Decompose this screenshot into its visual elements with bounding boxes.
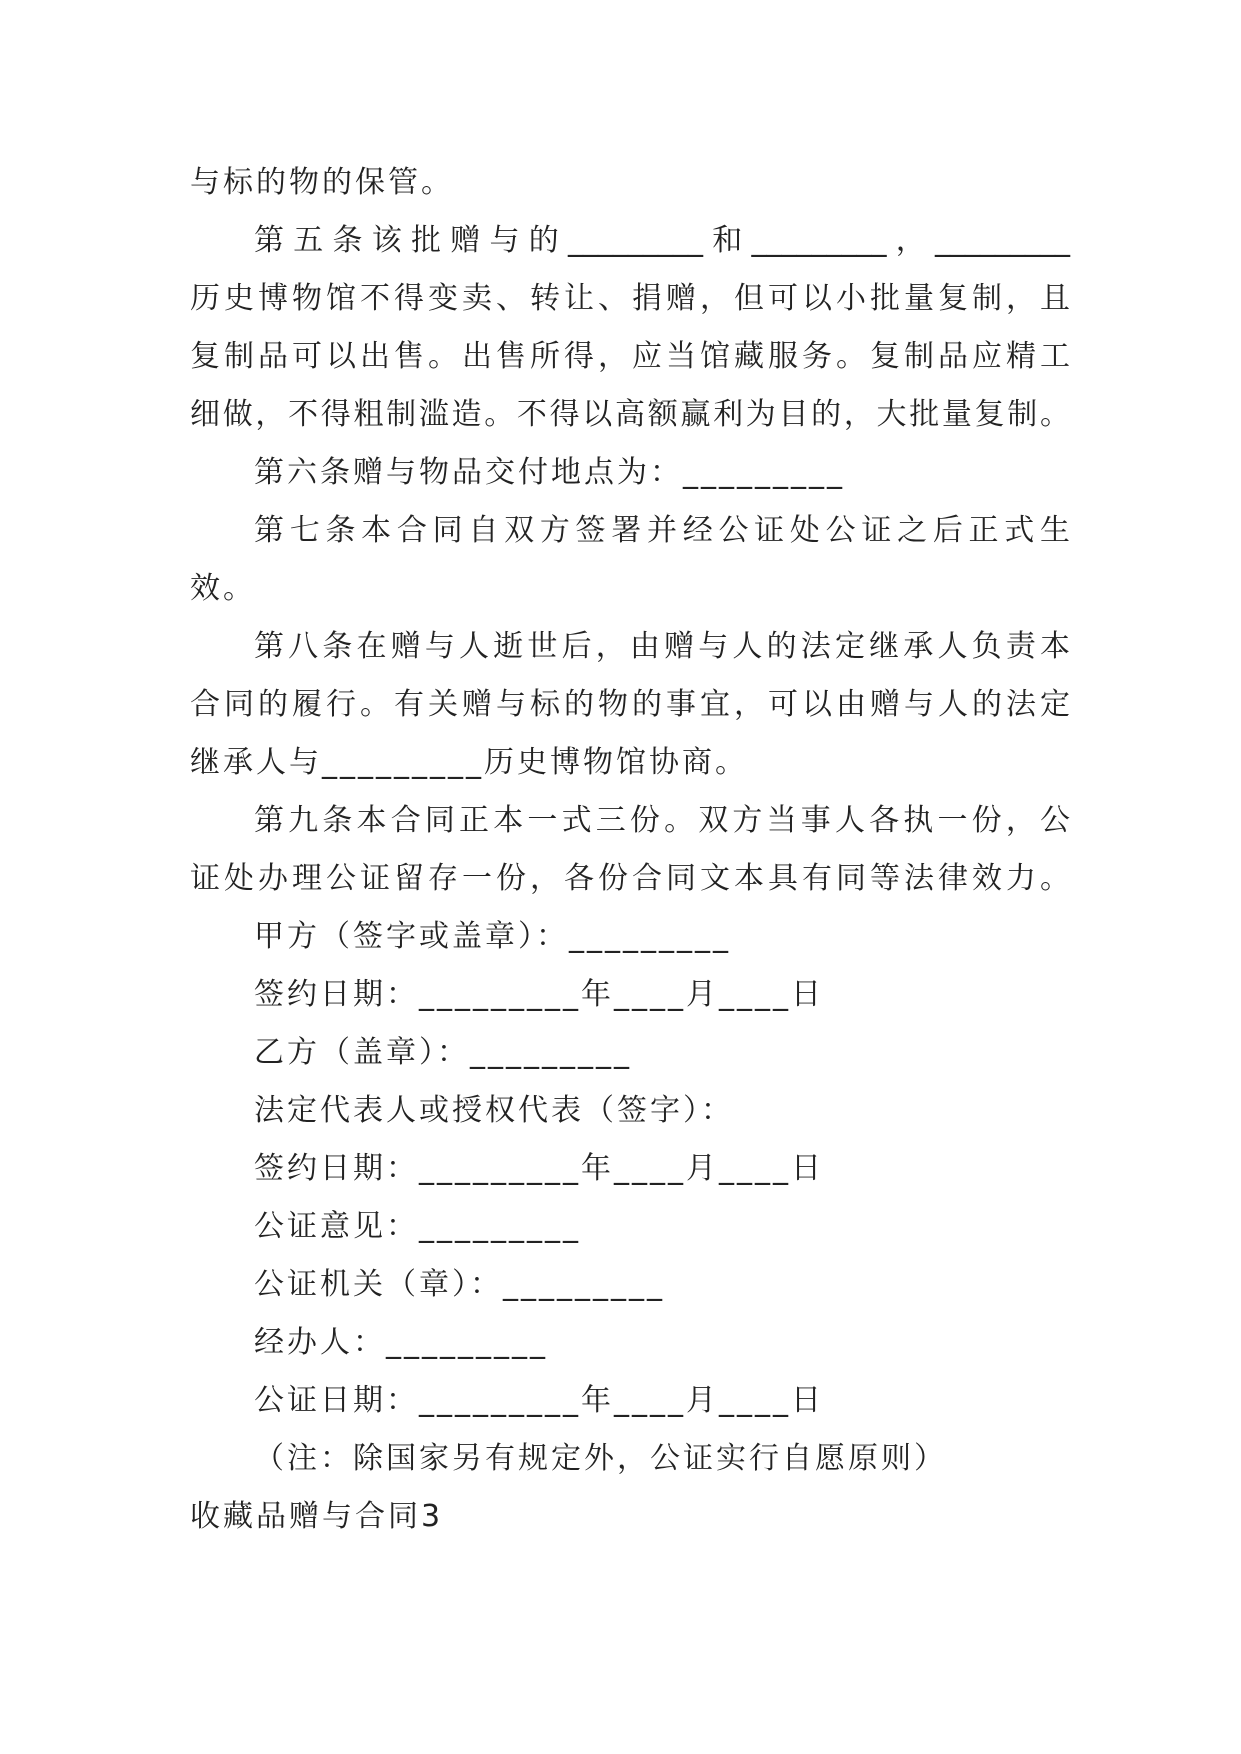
party-a-signature-field: 甲方（签字或盖章）：_________ bbox=[254, 919, 731, 954]
next-section-title: 收藏品赠与合同3 bbox=[190, 1499, 444, 1534]
notary-opinion-field: 公证意见：_________ bbox=[254, 1209, 581, 1244]
text-line: 与标的物的保管。 bbox=[190, 165, 454, 200]
text-line: 复制品可以出售。出售所得，应当馆藏服务。复制品应精工 bbox=[190, 339, 1070, 374]
handler-field: 经办人：_________ bbox=[254, 1325, 548, 1360]
article-8-line: 第八条在赠与人逝世后，由赠与人的法定继承人负责本 bbox=[254, 629, 1070, 664]
legal-representative-field: 法定代表人或授权代表（签字）： bbox=[254, 1093, 734, 1128]
party-b-seal-field: 乙方（盖章）：_________ bbox=[254, 1035, 632, 1070]
text-line: 继承人与_________历史博物馆协商。 bbox=[190, 745, 748, 780]
article-5-line: 第五条该批赠与的_________和_________，_________ bbox=[254, 223, 1070, 258]
article-9-line: 第九条本合同正本一式三份。双方当事人各执一份，公 bbox=[254, 803, 1070, 838]
article-7-line: 第七条本合同自双方签署并经公证处公证之后正式生 bbox=[254, 513, 1070, 548]
notary-office-seal-field: 公证机关（章）：_________ bbox=[254, 1267, 665, 1302]
notary-date-field: 公证日期：_________年____月____日 bbox=[254, 1383, 824, 1418]
party-a-sign-date-field: 签约日期：_________年____月____日 bbox=[254, 977, 824, 1012]
text-line: 合同的履行。有关赠与标的物的事宜，可以由赠与人的法定 bbox=[190, 687, 1070, 722]
text-line: 历史博物馆不得变卖、转让、捐赠，但可以小批量复制，且 bbox=[190, 281, 1070, 316]
party-b-sign-date-field: 签约日期：_________年____月____日 bbox=[254, 1151, 824, 1186]
text-line: 证处办理公证留存一份，各份合同文本具有同等法律效力。 bbox=[190, 861, 1070, 896]
note-line: （注：除国家另有规定外，公证实行自愿原则） bbox=[254, 1441, 947, 1476]
article-6-line: 第六条赠与物品交付地点为：_________ bbox=[254, 455, 845, 490]
text-line: 效。 bbox=[190, 571, 256, 606]
text-line: 细做，不得粗制滥造。不得以高额赢利为目的，大批量复制。 bbox=[190, 397, 1070, 432]
